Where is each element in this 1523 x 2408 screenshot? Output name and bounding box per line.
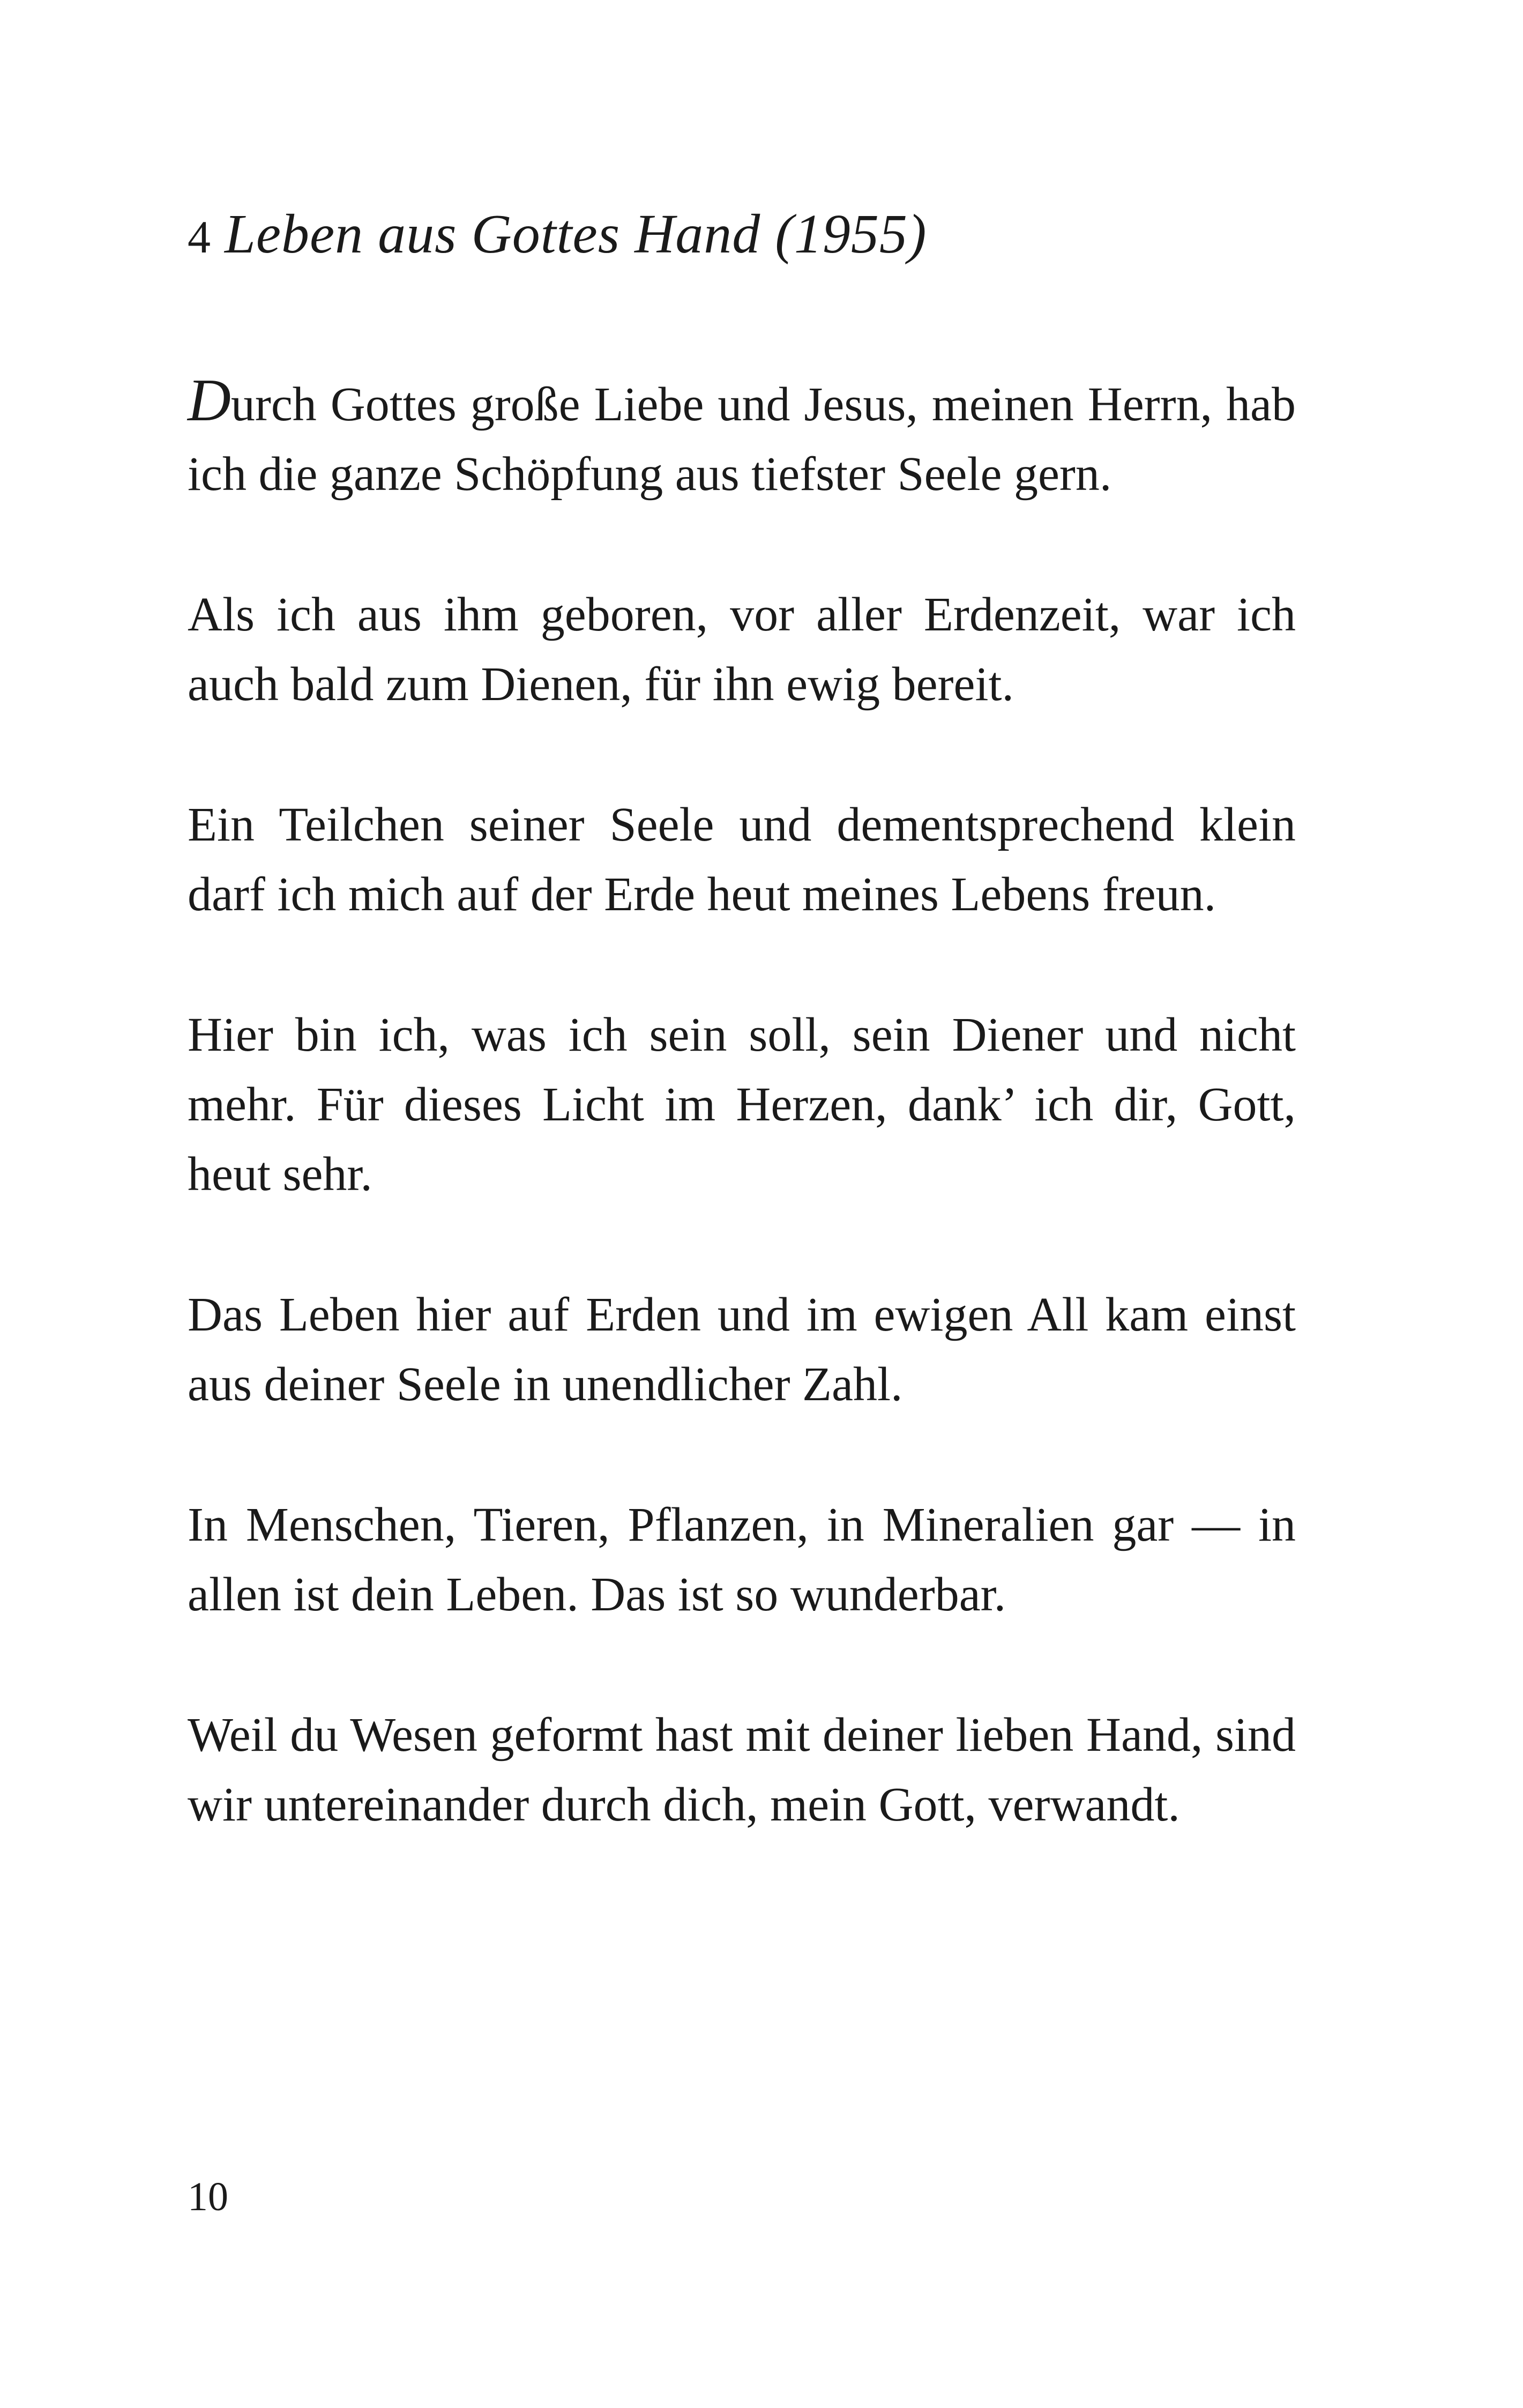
stanza-text: Das Leben hier auf Erden und im ewigen All kam einst aus deiner Seele in unendlicher Zahl. (188, 1288, 1296, 1411)
drop-cap: D (188, 367, 231, 434)
poem-number: 4 (188, 211, 211, 263)
page-number: 10 (188, 2174, 228, 2219)
poem-title: Leben aus Gottes Hand (1955) (225, 203, 927, 265)
stanza-6 (188, 1490, 1296, 1630)
stanza-text: Weil du Wesen geformt hast mit deiner lieben Hand, sind wir untereinander durch dich, mein Gott, verwandt. (188, 1708, 1296, 1831)
stanza-text: urch Gottes große Liebe und Jesus, meinen Herrn, hab ich die ganze Schöpfung aus tiefster Seele gern. (188, 378, 1296, 501)
stanza-3 (188, 790, 1296, 930)
stanza-text: Als ich aus ihm geboren, vor aller Erdenzeit, war ich auch bald zum Dienen, für ihn ewig bereit. (188, 588, 1296, 711)
stanza-7 (188, 1700, 1296, 1840)
stanza-5 (188, 1280, 1296, 1419)
stanza-text: Ein Teilchen seiner Seele und dementsprechend klein darf ich mich auf der Erde heut meines Lebens freun. (188, 798, 1296, 921)
poem-heading (188, 203, 1313, 265)
stanza-text: Hier bin ich, was ich sein soll, sein Diener und nicht mehr. Für dieses Licht im Herzen, dank’ ich dir, Gott, heut sehr. (188, 1008, 1296, 1201)
stanza-text: In Menschen, Tieren, Pflanzen, in Mineralien gar — in allen ist dein Leben. Das ist so wunderbar. (188, 1498, 1296, 1621)
poem-body (188, 367, 1296, 1911)
stanza-4 (188, 1000, 1296, 1209)
stanza-2 (188, 580, 1296, 719)
stanza-1 (188, 367, 1296, 509)
